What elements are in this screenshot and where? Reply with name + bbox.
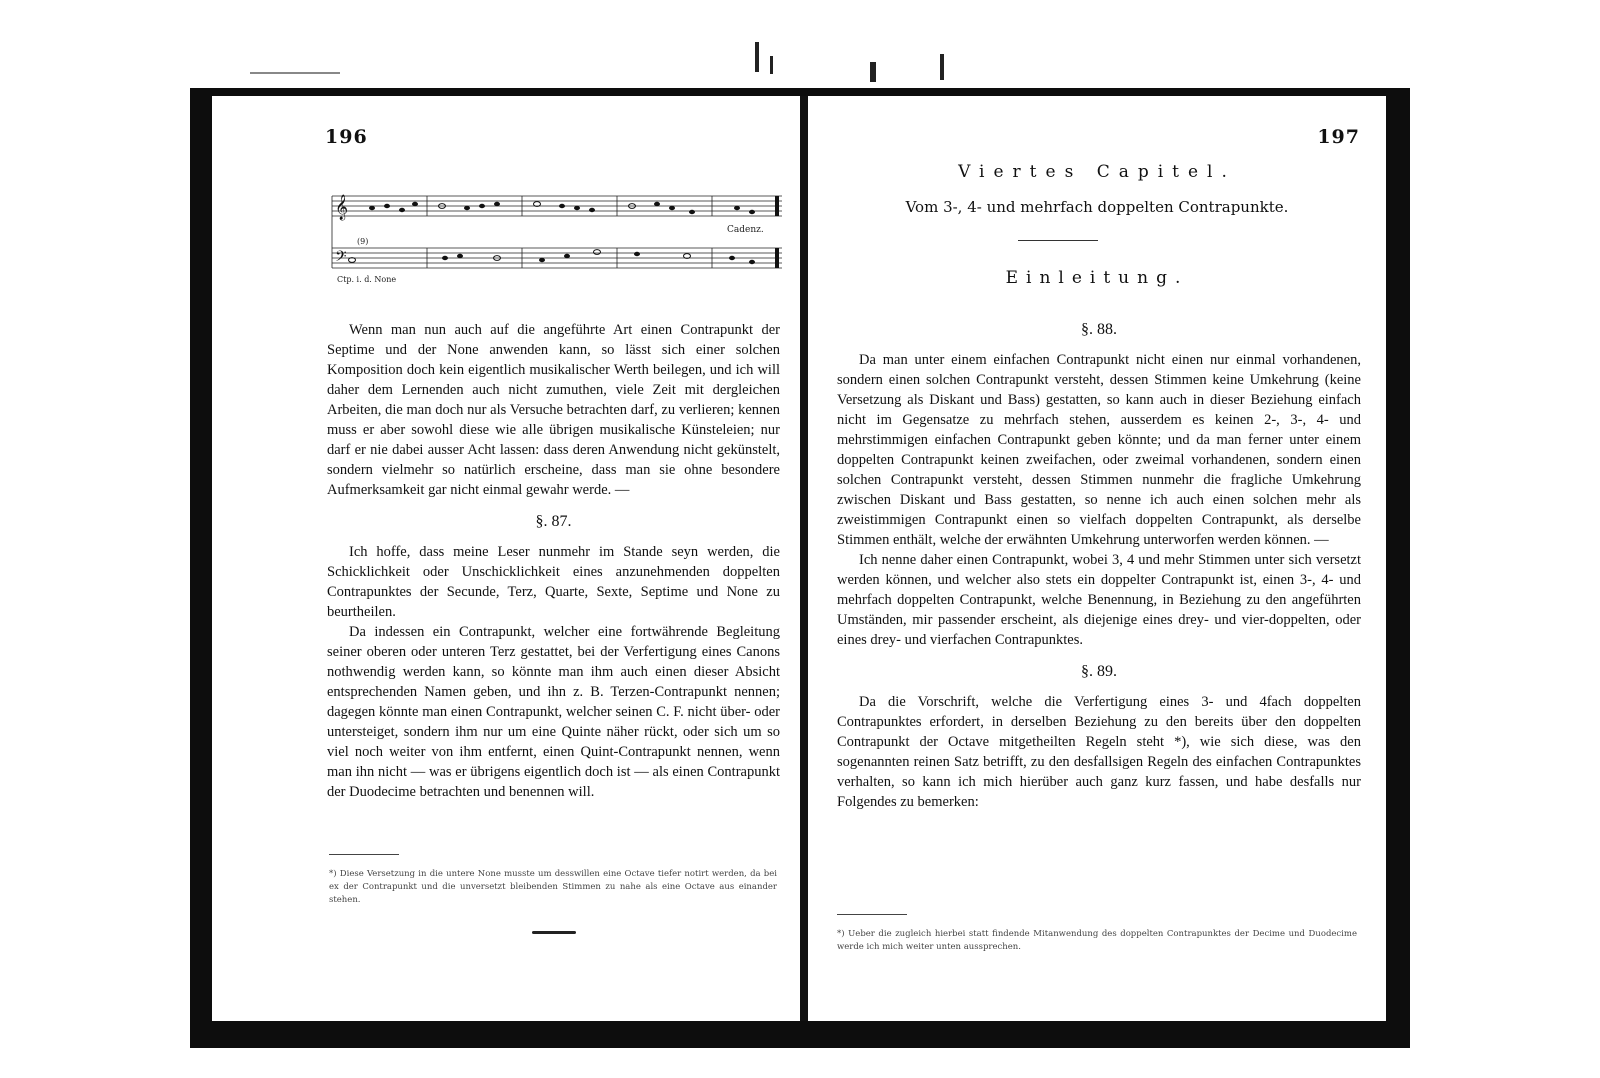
page-number: 196: [325, 126, 368, 148]
left-main-text: [327, 320, 780, 802]
introduction-heading: Einleitung.: [1005, 268, 1189, 288]
section-heading: §. 87.: [535, 513, 572, 530]
footnote: *) Diese Versetzung in die untere None musste um desswillen eine Octave tiefer notirt werden, da bei ex der Contrapunkt und die unversetzt bleibenden Stimmen zu nahe als eine Octave aus einander stehen.: [329, 869, 777, 905]
svg-text:𝄞: 𝄞: [335, 195, 349, 220]
left-page: [212, 96, 800, 1021]
gutter: [800, 96, 808, 1021]
page-number: 197: [1317, 126, 1360, 148]
footnote: *) Ueber die zugleich hierbei statt findende Mitanwendung des doppelten Contrapunktes der Decime und Duodecime werde ich mich weiter unten aussprechen.: [837, 929, 1357, 952]
paragraph: Ich hoffe, dass meine Leser nunmehr im Stande seyn werden, die Schicklichkeit oder Unschicklichkeit eines anzunehmenden doppelten Contrapunktes der Secunde, Terz, Quarte, Sexte, Septime und None zu beurtheilen.: [327, 544, 780, 620]
cadenz-label: Cadenz.: [727, 225, 764, 235]
music-score: [327, 186, 787, 286]
paragraph: Ich nenne daher einen Contrapunkt, wobei 3, 4 und mehr Stimmen unter sich versetzt werden können, und welcher also stets ein doppelter Contrapunkt ist, einen 3-, 4- und mehrfach doppelten Contrapunkt, welche Benennung, in Beziehung zu den angeführten Umständen, mir passender erscheint, als diejenige eines drey- und vier-doppelten, oder eines drey- und vierfachen Contrapunktes.: [837, 552, 1361, 648]
ornament: [532, 931, 576, 934]
figure-label: (9): [357, 237, 369, 246]
paragraph: Wenn man nun auch auf die angeführte Art einen Contrapunkt der Septime und der None anwenden kann, so lässt sich einer solchen Komposition doch kein eigentlich musikalischer Werth beilegen, und ich will daher dem Lernenden auch nicht zumuthen, viele Zeit mit dergleichen Arbeiten, die man doch nur als Versuche betrachten darf, zu verlieren; kennen muss er aber sowohl diese wie alle übrigen musikalische Künsteleien; nur darf er nie dabei ausser Acht lassen: dass deren Anwendung nicht gekünstelt, sondern vielmehr so natürlich erscheine, dass man sie ohne besondere Aufmerksamkeit gar nicht einmal gewahr werde. —: [327, 322, 780, 498]
paragraph: Da indessen ein Contrapunkt, welcher eine fortwährende Begleitung seiner oberen oder unteren Terz gestattet, bei der Verfertigung eines Canons nothwendig werden kann, so könnte man ihm auch einen dieser Absicht entsprechenden Namen geben, und ihn z. B. Terzen-Contrapunkt nennen; dagegen könnte man einen Contrapunkt, welcher seinen C. F. nicht über- oder untersteiget, sondern ihm nur um eine Quinte näher rückt, oder sich um so viel noch weiter von ihm entfernt, einen Quint-Contrapunkt nennen, wenn man ihn nicht — was er übrigens eigentlich doch ist — als einen Contrapunkt der Duodecime betrachten und benennen will.: [327, 624, 780, 800]
chapter-subtitle: Vom 3-, 4- und mehrfach doppelten Contrapunkte.: [905, 198, 1289, 216]
chapter-title: Viertes Capitel.: [958, 162, 1236, 182]
ctp-label: Ctp. i. d. None: [337, 275, 397, 284]
svg-text:𝄢: 𝄢: [335, 248, 347, 269]
section-heading: §. 89.: [1081, 663, 1117, 680]
page-edge-marks: [230, 60, 1230, 90]
title-rule: [1018, 240, 1098, 241]
paragraph: Da man unter einem einfachen Contrapunkt nicht einen nur einmal vorhandenen, sondern einen solchen Contrapunkt versteht, dessen Stimmen keine Umkehrung (keine Versetzung als Diskant und Bass) gestatten, so kann auch in dieser Beziehung einfach nicht im Gegensatze zu mehrfach stehen, ausserdem es keinen 2-, 3-, 4- und mehrstimmigen einfachen Contrapunkt geben könnte; und da man ferner unter einem doppelten Contrapunkt keinen zweifachen, oder zweimal vorhandenen, sondern einen solchen Contrapunkt versteht, dessen Stimmen nunmehr die fragliche Umkehrung zwischen Diskant und Bass gestatten, so nenne ich auch einen solchen mehr als zweistimmigen Contrapunkt einen so vielfach doppelten Contrapunkt, als derselbe Stimmen enthält, welche der erwähnten Umkehrung unterworfen werden können. —: [837, 352, 1361, 548]
section-heading: §. 88.: [1081, 321, 1117, 338]
footnote-rule: [837, 914, 907, 915]
footnote-rule: [329, 854, 399, 855]
right-main-text: [837, 308, 1361, 812]
paragraph: Da die Vorschrift, welche die Verfertigung eines 3- und 4fach doppelten Contrapunktes erfordert, in derselben Beziehung zu den bereits über den doppelten Contrapunkt der Octave mitgetheilten Regeln steht *), wie sich diese, was den sogenannten reinen Satz betrifft, zu den desfallsigen Regeln des einfachen Contrapunktes verhalten, so kann ich mich hierüber auch ganz kurz fassen, und habe desfalls nur Folgendes zu bemerken:: [837, 694, 1361, 810]
right-page: [808, 96, 1386, 1021]
